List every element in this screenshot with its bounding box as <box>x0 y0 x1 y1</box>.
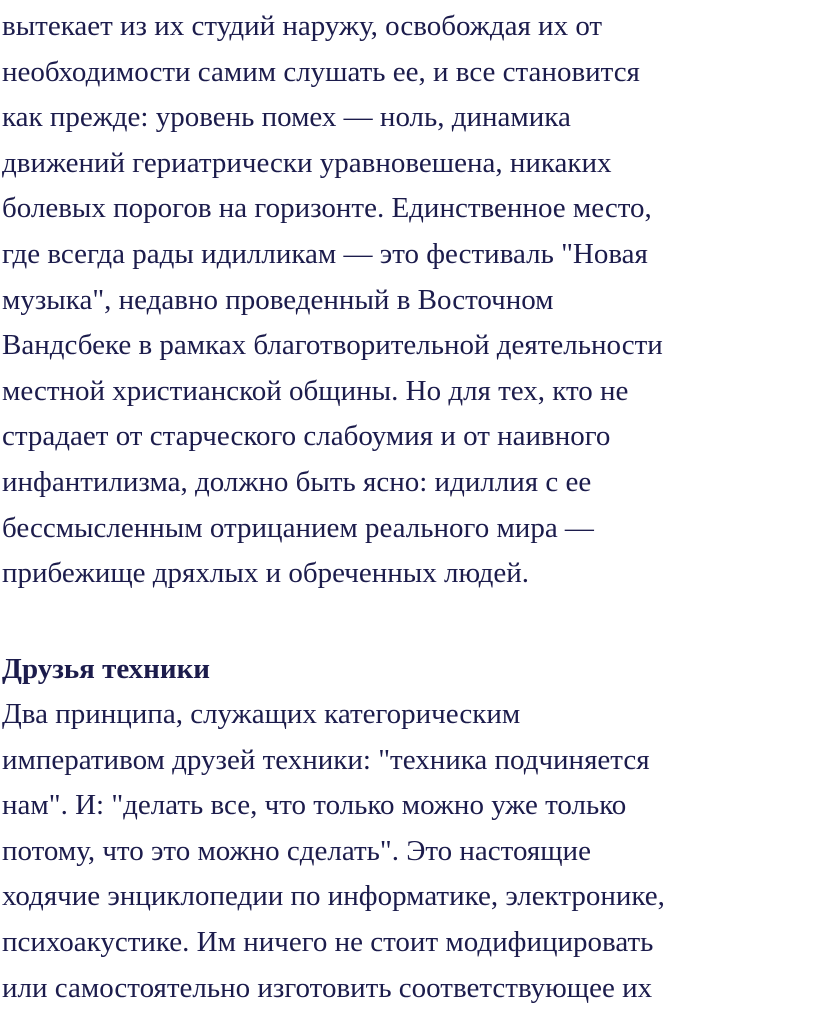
text-line: Вандсбеке в рамках благотворительной деятельности <box>2 329 663 362</box>
text-line: нам". И: "делать все, что только можно уже только <box>2 789 627 822</box>
paragraph-1 <box>2 4 816 597</box>
text-line: болевых порогов на горизонте. Единственное место, <box>2 192 652 225</box>
section-heading: Друзья техники <box>2 653 210 685</box>
text-line: бессмысленным отрицанием реального мира — <box>2 511 594 544</box>
text-line: инфантилизма, должно быть ясно: идиллия с ее <box>2 465 592 498</box>
text-line: страдает от старческого слабоумия и от наивного <box>2 420 611 453</box>
text-line: необходимости самим слушать ее, и все становится <box>2 55 640 88</box>
text-line: психоакустике. Им ничего не стоит модифицировать <box>2 925 654 958</box>
text-line: где всегда рады идилликам — это фестиваль "Новая <box>2 237 648 270</box>
text-line: или самостоятельно изготовить соответствующее их <box>2 971 653 1004</box>
text-line: ходячие энциклопедии по информатике, электронике, <box>2 880 665 913</box>
text-line: вытекает из их студий наружу, освобождая их от <box>2 10 603 42</box>
text-line: движений гериатрически уравновешена, никаких <box>2 146 612 179</box>
text-line: прибежище дряхлых и обреченных людей. <box>2 557 530 590</box>
text-line: как прежде: уровень помех — ноль, динамика <box>2 101 571 134</box>
text-line: музыка", недавно проведенный в Восточном <box>2 283 554 316</box>
text-line: императивом друзей техники: "техника подчиняется <box>2 743 650 776</box>
text-line: потому, что это можно сделать". Это настоящие <box>2 834 591 867</box>
text-line: местной христианской общины. Но для тех, кто не <box>2 374 629 407</box>
paragraph-2 <box>2 692 816 1011</box>
text-line: Два принципа, служащих категорическим <box>2 698 521 730</box>
